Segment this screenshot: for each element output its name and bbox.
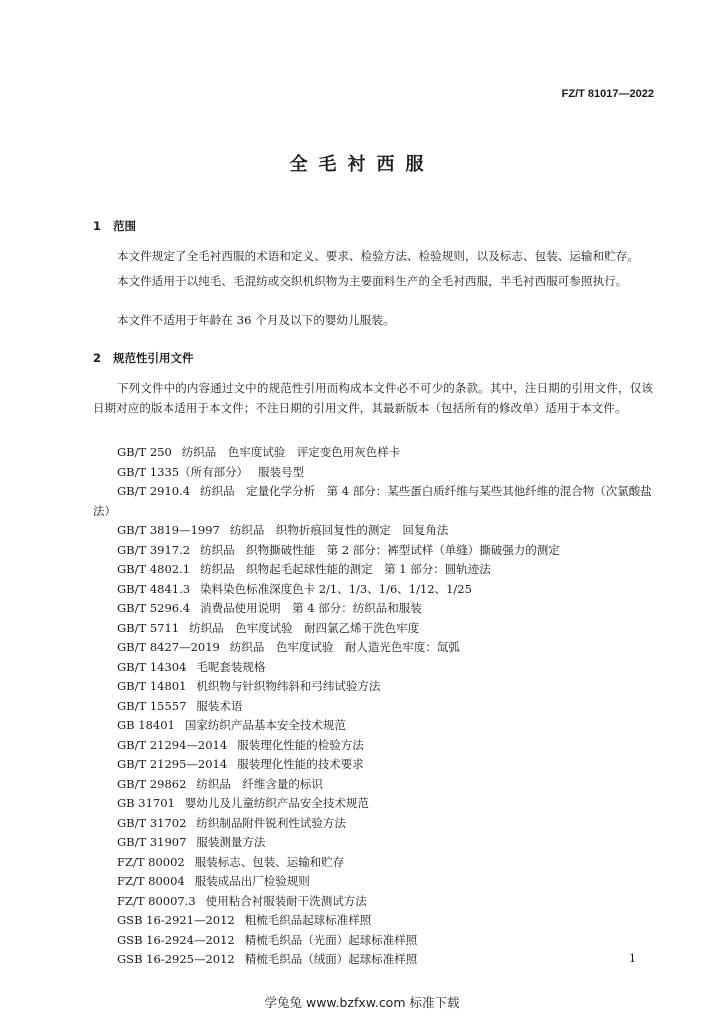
reference-title: 使用粘合衬服装耐干洗测试方法 [205,893,367,908]
reference-title: 服装标志、包装、运输和贮存 [194,854,345,869]
scope-paragraph-1: 本文件规定了全毛衬西服的术语和定义、要求、检验方法、检验规则，以及标志、包装、运输和贮存。 [117,249,639,263]
reference-item [117,853,657,873]
section-title: 规范性引用文件 [113,351,194,365]
reference-code: GB/T 29862 [117,776,187,791]
reference-item [117,736,657,756]
reference-item [117,931,657,951]
reference-item [117,775,657,795]
standard-code: FZ/T 81017—2022 [561,88,654,100]
reference-title: 服装号型 [258,464,305,479]
reference-title: 国家纺织产品基本安全技术规范 [184,718,346,732]
reference-title: 粗梳毛织品起球标准样照 [244,913,372,927]
reference-item [117,677,657,697]
reference-title: 染料染色标准深度色卡 2/1、1/3、1/6、1/12、1/25 [200,581,472,596]
reference-item [117,872,657,892]
reference-code: GB 18401 [117,718,175,732]
reference-item [93,482,657,521]
reference-title: 纺织品 织物撕破性能 第 2 部分：裤型试样（单缝）撕破强力的测定 [200,542,560,557]
reference-title: 纺织品 定量化学分析 第 4 部分：某些蛋白质纤维与某些其他纤维的混合物（次氯酸盐法） [93,484,652,518]
scope-paragraph-3: 本文件不适用于年龄在 36 个月及以下的婴幼儿服装。 [117,313,395,327]
reference-code: GB/T 14304 [117,659,187,674]
reference-title: 服装理化性能的技术要求 [237,757,364,771]
reference-item [117,443,657,463]
reference-title: 纺织品 纤维含量的标识 [196,776,323,791]
reference-item [117,619,657,639]
reference-code: GB/T 15557 [117,698,187,713]
reference-item [117,697,657,717]
reference-item [117,814,657,834]
section-number: 1 [93,219,102,233]
reference-code: GB/T 4841.3 [117,581,191,596]
reference-title: 纺织制品附件锐利性试验方法 [196,815,346,830]
reference-title: 服装测量方法 [196,835,266,849]
reference-item [117,541,657,561]
reference-title: 毛呢套装规格 [196,659,266,674]
reference-code: GB/T 4802.1 [117,562,191,576]
reference-code: FZ/T 80002 [117,854,185,869]
reference-title: 机织物与针织物纬斜和弓纬试验方法 [196,679,381,693]
reference-item [117,580,657,600]
reference-title: 服装成品出厂检验规则 [194,874,310,888]
reference-title: 纺织品 色牢度试验 耐人造光色牢度：氙弧 [229,640,460,654]
reference-code: GB/T 31702 [117,815,187,830]
reference-code: GB/T 3917.2 [117,542,191,557]
page-number: 1 [629,952,636,965]
reference-item [117,755,657,775]
reference-item [117,794,657,814]
scope-paragraph-2: 本文件适用于以纯毛、毛混纺或交织机织物为主要面料生产的全毛衬西服，半毛衬西服可参照执行。 [117,274,628,288]
reference-item [117,638,657,658]
reference-code: GB/T 3819—1997 [117,523,220,537]
reference-item [117,599,657,619]
reference-code: GSB 16-2924—2012 [117,932,235,947]
reference-code: GB/T 1335（所有部分） [117,464,249,479]
reference-code: GB/T 31907 [117,835,187,849]
reference-code: GSB 16-2925—2012 [117,952,235,966]
references-intro: 下列文件中的内容通过文中的规范性引用而构成本文件必不可少的条款。其中，注日期的引用文件，仅该日期对应的版本适用于本文件；不注日期的引用文件，其最新版本（包括所有的修改单）适用于本文件。 [93,381,653,415]
reference-code: GB/T 250 [117,445,172,459]
reference-item [117,560,657,580]
reference-item [117,950,657,970]
reference-title: 精梳毛织品（绒面）起球标准样照 [244,952,418,966]
reference-title: 纺织品 色牢度试验 耐四氯乙烯干洗色牢度 [189,620,420,635]
reference-code: FZ/T 80007.3 [117,893,196,908]
reference-title: 消费品使用说明 第 4 部分：纺织品和服装 [200,601,422,615]
reference-list [93,443,657,970]
reference-item [117,911,657,931]
reference-item [117,658,657,678]
reference-code: GB/T 21295—2014 [117,757,228,771]
reference-code: GB/T 5296.4 [117,601,191,615]
reference-title: 纺织品 织物折痕回复性的测定 回复角法 [229,523,449,537]
reference-item [117,716,657,736]
section-1-heading [93,218,136,234]
reference-code: GB/T 21294—2014 [117,737,228,752]
reference-code: GB/T 2910.4 [117,484,191,498]
reference-code: GB/T 14801 [117,679,187,693]
reference-code: GB 31701 [117,796,175,810]
reference-item [117,833,657,853]
reference-code: GB/T 8427—2019 [117,640,220,654]
reference-title: 服装术语 [196,698,243,713]
reference-title: 婴幼儿及儿童纺织产品安全技术规范 [184,796,369,810]
reference-item [117,521,657,541]
watermark: 学兔兔 www.bzfxw.com 标准下载 [264,995,460,1010]
reference-code: GSB 16-2921—2012 [117,913,235,927]
reference-code: GB/T 5711 [117,620,180,635]
reference-title: 纺织品 色牢度试验 评定变色用灰色样卡 [181,445,401,459]
reference-title: 服装理化性能的检验方法 [237,737,364,752]
section-number: 2 [93,351,102,365]
reference-title: 精梳毛织品（光面）起球标准样照 [244,932,418,947]
document-title: 全毛衬西服 [289,154,435,175]
reference-title: 纺织品 织物起毛起球性能的测定 第 1 部分：圆轨迹法 [200,562,491,576]
section-title: 范围 [113,219,136,233]
reference-code: FZ/T 80004 [117,874,185,888]
reference-item [117,463,657,483]
section-2-heading [93,350,194,366]
reference-item [117,892,657,912]
